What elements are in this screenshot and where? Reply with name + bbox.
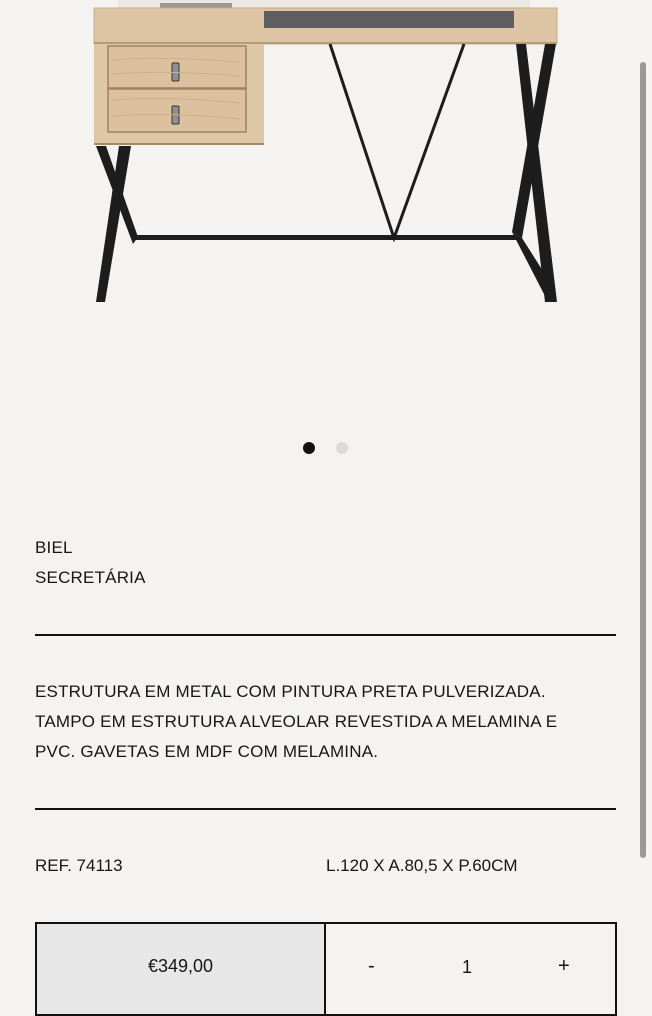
quantity-value[interactable]: 1: [462, 957, 473, 977]
description-line: PVC. GAVETAS EM MDF COM MELAMINA.: [35, 742, 379, 761]
product-reference: REF. 74113: [35, 856, 123, 875]
quantity-stepper: [326, 924, 615, 1014]
product-category: SECRETÁRIA: [35, 568, 146, 587]
description-line: ESTRUTURA EM METAL COM PINTURA PRETA PULVERIZADA.: [35, 682, 546, 701]
carousel-dot-1[interactable]: [303, 442, 315, 454]
increment-button[interactable]: +: [558, 955, 570, 977]
product-brand: BIEL: [35, 538, 73, 557]
carousel-pagination: [0, 441, 652, 455]
scrollbar[interactable]: [640, 62, 646, 858]
product-dimensions: L.120 X A.80,5 X P.60CM: [326, 856, 518, 875]
product-description: [35, 677, 615, 767]
purchase-box: [35, 922, 617, 1016]
divider: [35, 808, 616, 810]
price-display: [37, 924, 326, 1014]
description-line: TAMPO EM ESTRUTURA ALVEOLAR REVESTIDA A MELAMINA E: [35, 712, 558, 731]
product-image[interactable]: [0, 0, 652, 330]
carousel-dot-2[interactable]: [336, 442, 348, 454]
decrement-button[interactable]: -: [368, 955, 375, 977]
desk-illustration: [0, 0, 652, 330]
divider: [35, 634, 616, 636]
price-value: €349,00: [147, 956, 214, 976]
